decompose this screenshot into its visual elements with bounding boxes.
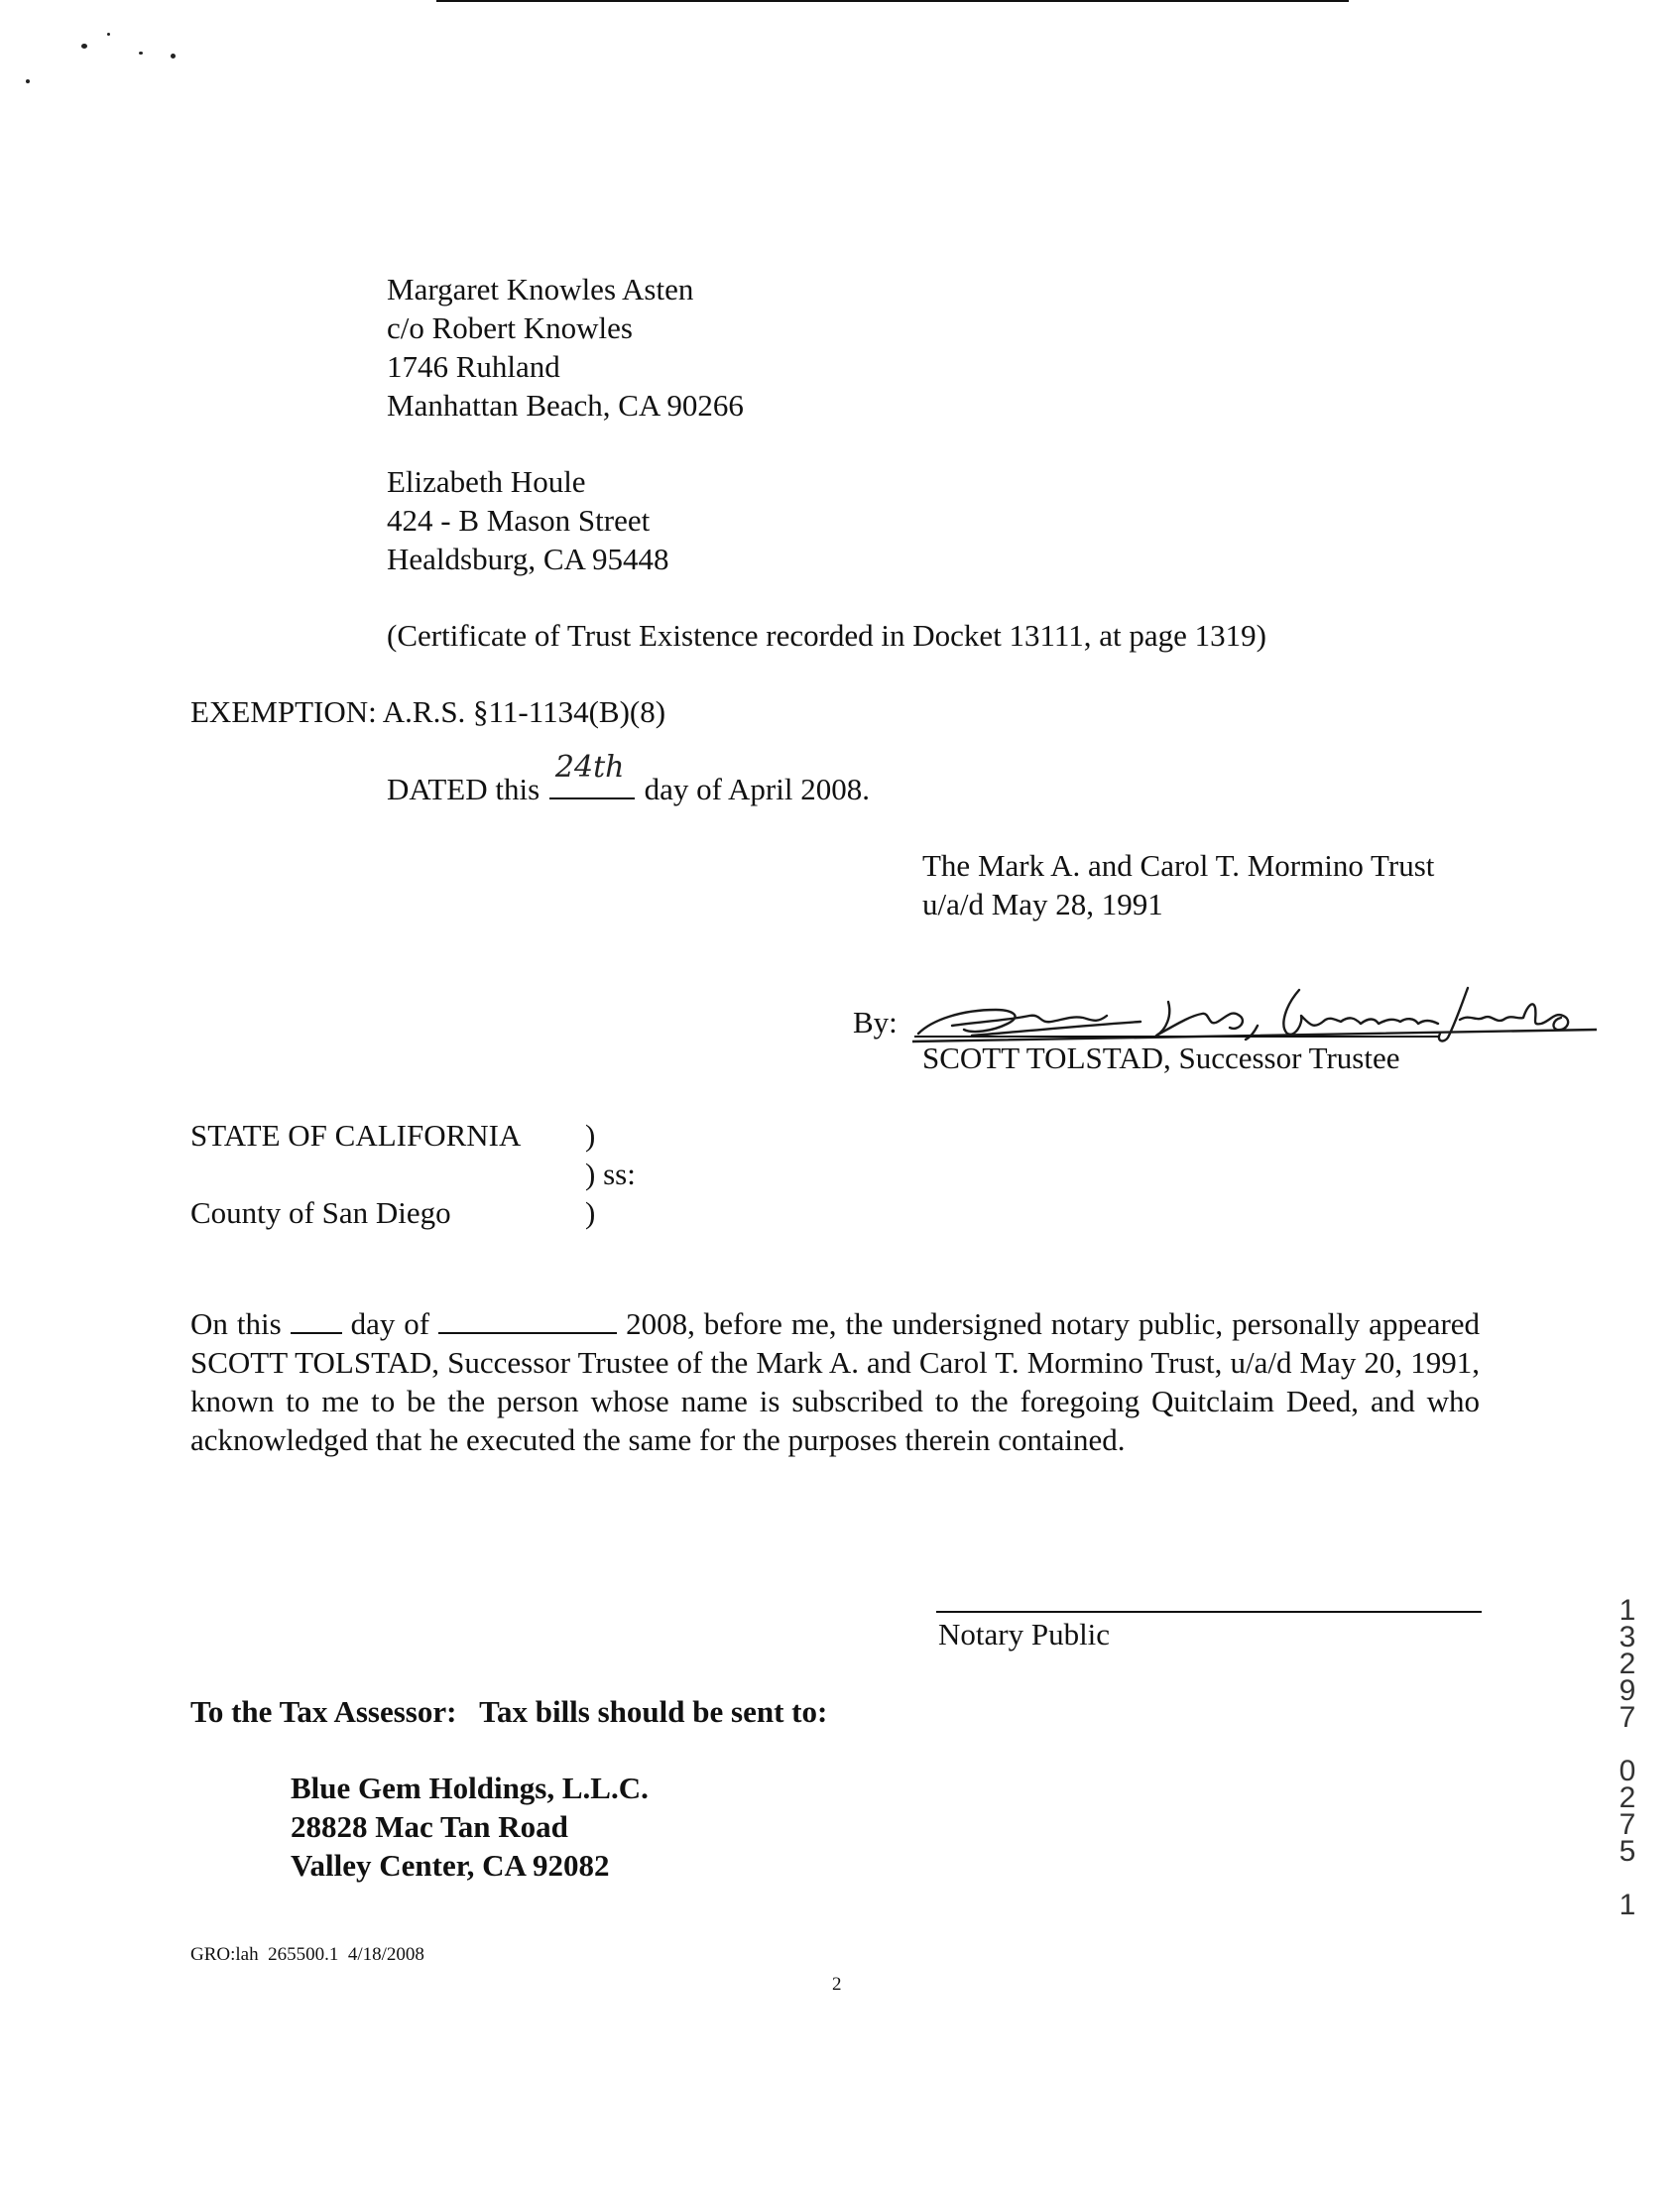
dated-prefix: DATED this	[387, 772, 540, 806]
recording-digit: 7	[1619, 1701, 1636, 1734]
signer-name: SCOTT TOLSTAD, Successor Trustee	[922, 1041, 1400, 1075]
recording-number	[1615, 1594, 1640, 1921]
tax-street: 28828 Mac Tan Road	[291, 1809, 568, 1844]
ack-part-2: day of	[350, 1306, 430, 1341]
dated-suffix: day of April 2008.	[644, 772, 870, 806]
ack-part-1: On this	[190, 1306, 282, 1341]
grantee-1-care-of: c/o Robert Knowles	[387, 310, 633, 345]
certificate-note: (Certificate of Trust Existence recorded in Docket 13111, at page 1319)	[387, 618, 1266, 653]
grantee-2-name: Elizabeth Houle	[387, 464, 586, 499]
acknowledgment-paragraph	[190, 1304, 1480, 1459]
ack-day-blank	[291, 1306, 342, 1334]
venue-paren-2: )	[585, 1195, 596, 1230]
trust-name: The Mark A. and Carol T. Mormino Trust	[922, 848, 1435, 883]
exemption-line: EXEMPTION: A.R.S. §11-1134(B)(8)	[190, 694, 666, 729]
recording-digit: 0	[1619, 1755, 1636, 1787]
grantee-1-name: Margaret Knowles Asten	[387, 272, 694, 306]
ack-month-blank	[438, 1306, 617, 1334]
recording-digit: 9	[1619, 1674, 1636, 1707]
venue-ss: ) ss:	[585, 1157, 636, 1191]
scan-speck	[171, 54, 176, 59]
grantee-1-city: Manhattan Beach, CA 90266	[387, 388, 744, 423]
dated-day-handwritten: 24th	[554, 750, 625, 785]
recording-digit: 2	[1619, 1648, 1636, 1680]
recording-digit	[1615, 1865, 1640, 1892]
page-number: 2	[832, 1974, 842, 1995]
recording-digit: 3	[1619, 1621, 1636, 1653]
top-scan-line	[436, 0, 1349, 2]
recording-digit: 7	[1619, 1808, 1636, 1841]
trust-date: u/a/d May 28, 1991	[922, 887, 1163, 921]
tax-city: Valley Center, CA 92082	[291, 1848, 610, 1883]
footer-reference: GRO:lah 265500.1 4/18/2008	[190, 1944, 424, 1965]
venue-state: STATE OF CALIFORNIA	[190, 1118, 522, 1153]
scan-speck	[26, 79, 30, 83]
scan-speck	[107, 33, 110, 36]
grantee-2-city: Healdsburg, CA 95448	[387, 542, 669, 576]
dated-day-blank	[549, 750, 635, 799]
tax-name: Blue Gem Holdings, L.L.C.	[291, 1771, 649, 1805]
recording-digit: 1	[1619, 1594, 1636, 1627]
scan-speck	[139, 52, 143, 55]
venue-county: County of San Diego	[190, 1195, 451, 1230]
dated-line	[387, 750, 870, 808]
notary-signature-line	[936, 1611, 1482, 1613]
recording-digit: 2	[1619, 1781, 1636, 1814]
grantee-2-street: 424 - B Mason Street	[387, 503, 651, 538]
grantee-1-street: 1746 Ruhland	[387, 349, 560, 384]
tax-heading: To the Tax Assessor: Tax bills should be sent to:	[190, 1694, 828, 1729]
signature-line	[914, 1036, 1440, 1038]
by-label: By:	[853, 1005, 898, 1040]
venue-paren-1: )	[585, 1118, 596, 1153]
scan-speck	[81, 44, 87, 49]
recording-digit: 5	[1619, 1835, 1636, 1868]
recording-digit: 1	[1619, 1889, 1636, 1921]
recording-digit	[1615, 1731, 1640, 1758]
ack-part-3: 2008, before me, the undersigned notary public, personally appeared SCOTT TOLSTAD, Successor Trustee of the Mark A. and Carol T. Mormino Trust, u/a/d May 20, 1991, known to me to be the person whose name is subscribed to the foregoing Quitclaim Deed, and who acknowledged that he executed the same for the purposes therein contained.	[190, 1306, 1481, 1457]
notary-label: Notary Public	[938, 1617, 1111, 1652]
